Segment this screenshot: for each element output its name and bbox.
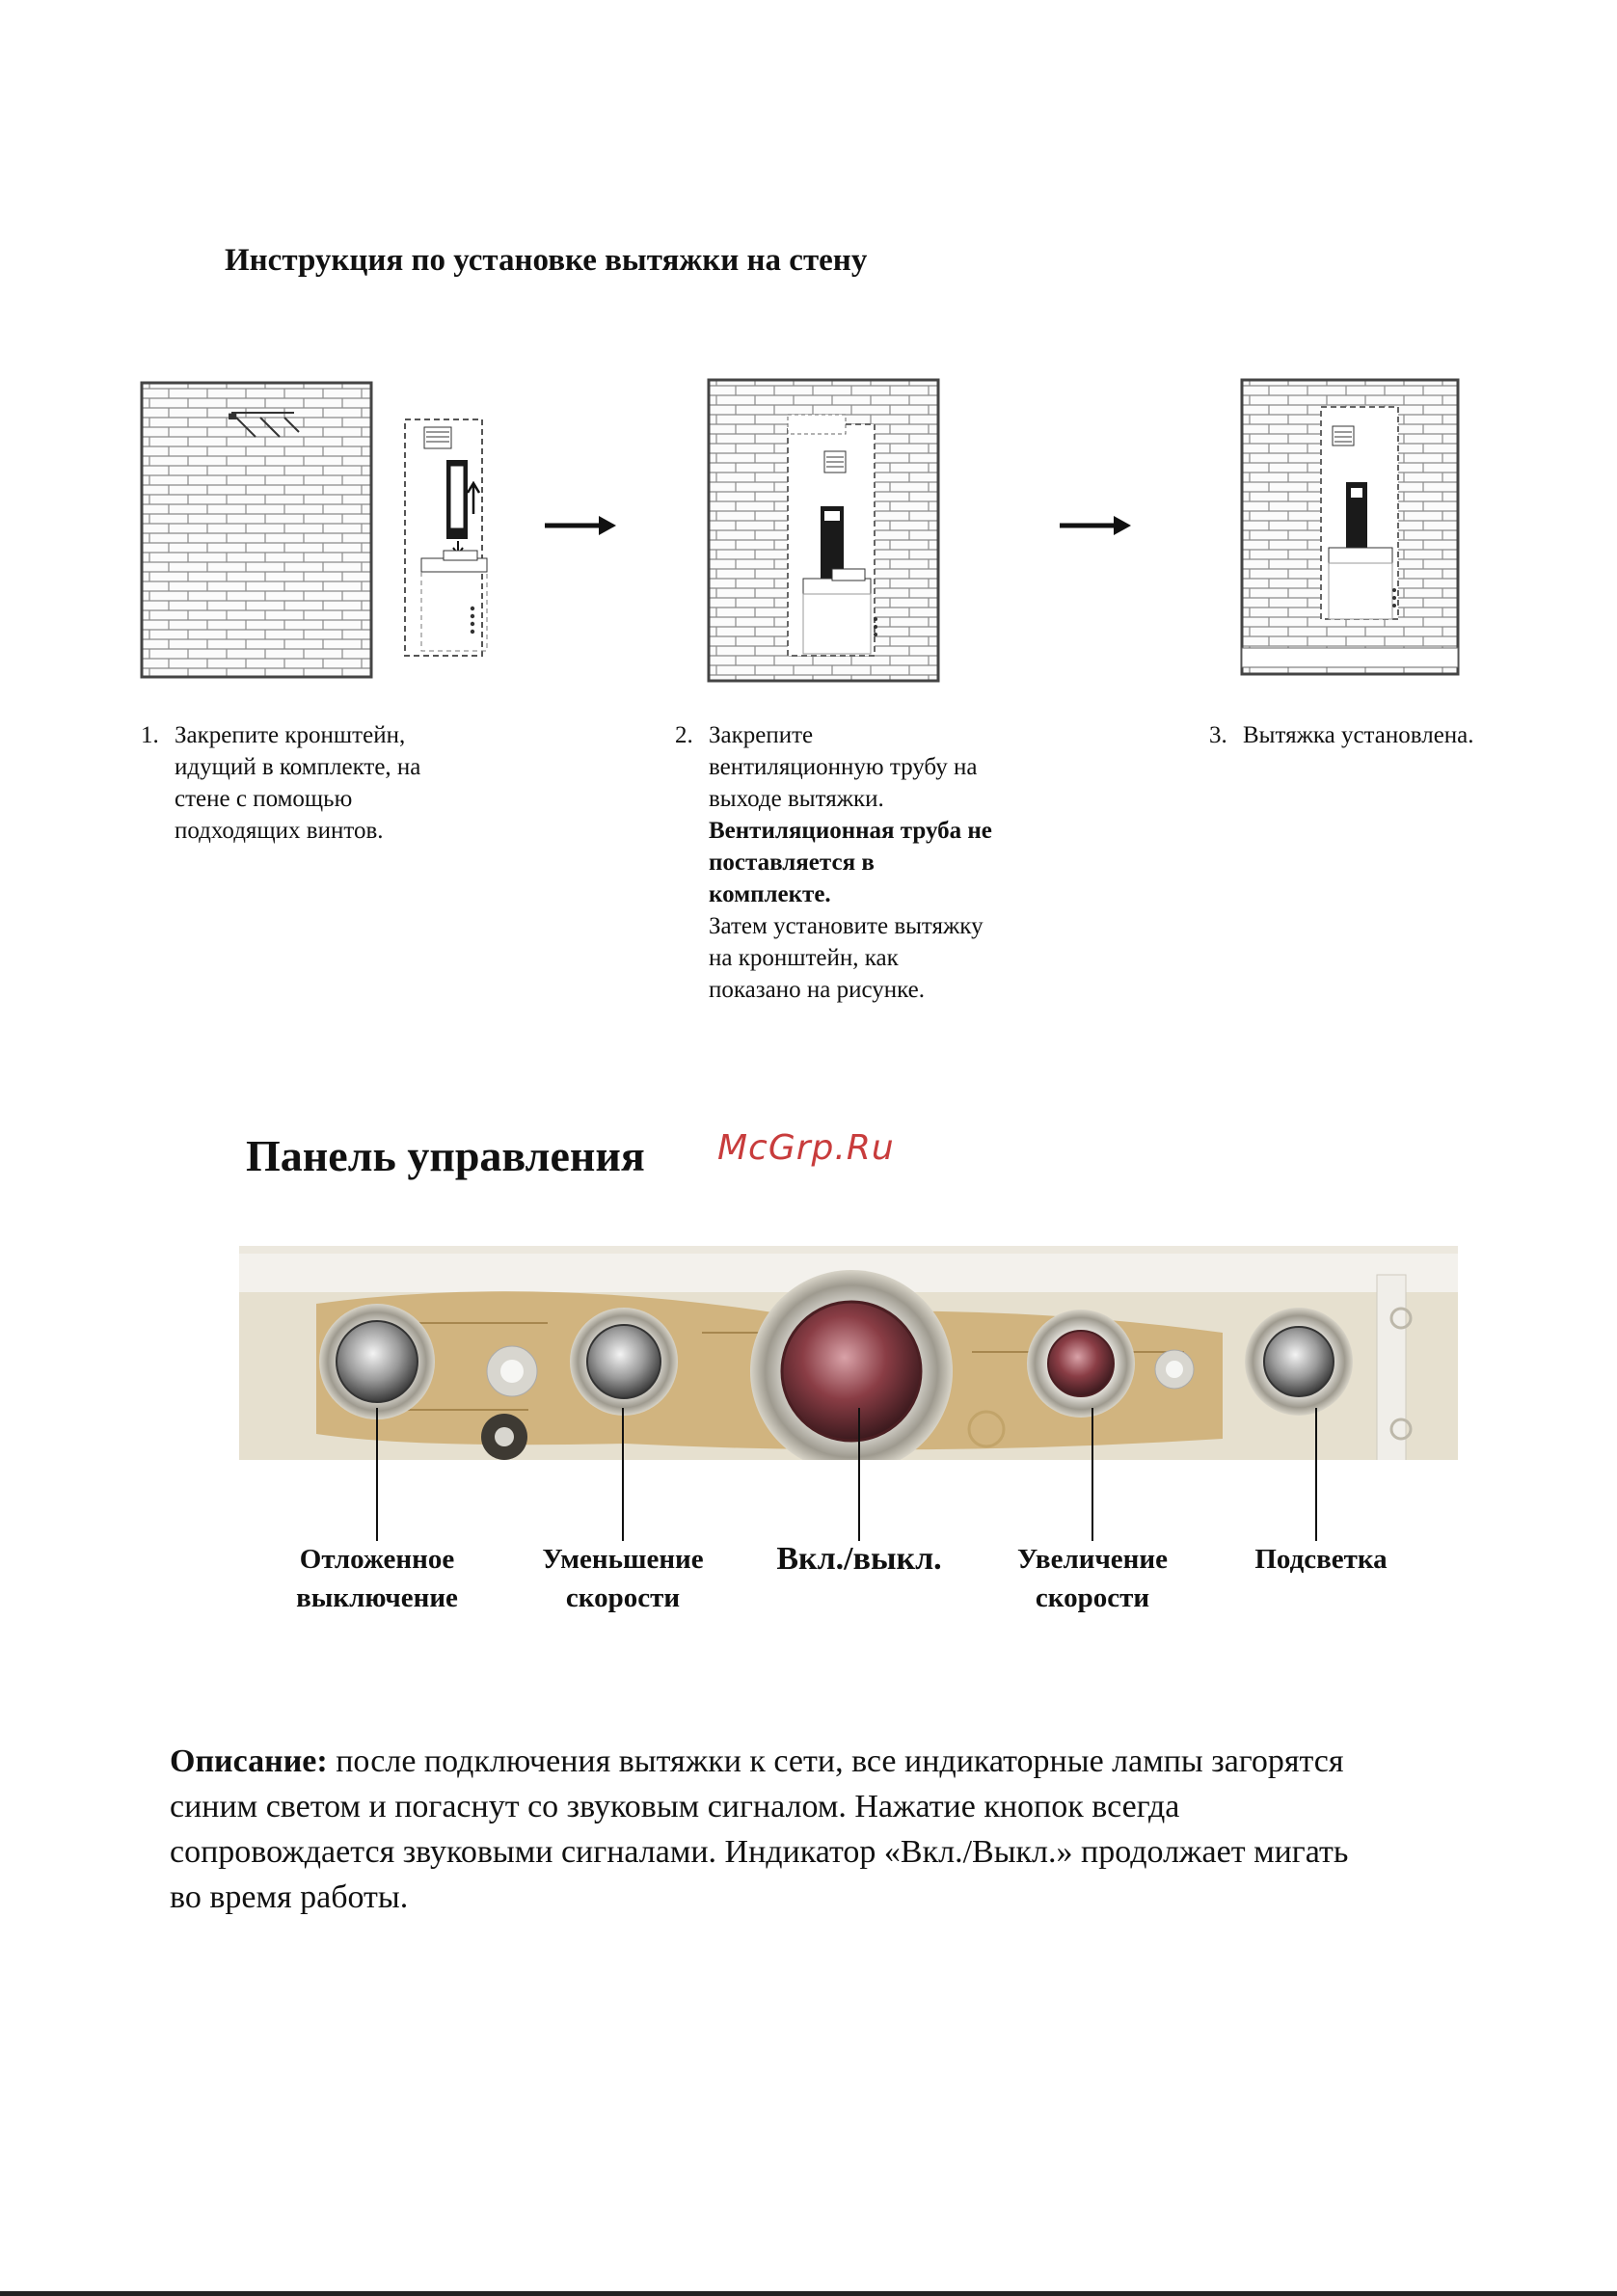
step-line: Закрепите кронштейн, xyxy=(175,722,406,748)
watermark: McGrp.Ru xyxy=(717,1128,895,1168)
description-label: Описание: xyxy=(170,1743,328,1779)
description-text: сопровождается звуковыми сигналами. Индикатор «Вкл./Выкл.» продолжает мигать xyxy=(170,1834,1349,1870)
label-power: Вкл./выкл. xyxy=(776,1541,942,1577)
step-warning-line: Вентиляционная труба не xyxy=(709,818,992,844)
timer-knob[interactable] xyxy=(319,1304,435,1419)
step-line: Затем установите вытяжку xyxy=(709,913,984,939)
step-1 xyxy=(141,719,565,854)
step-number: 2. xyxy=(675,722,693,748)
description-text: синим светом и погаснут со звуковым сигналом. Нажатие кнопок всегда xyxy=(170,1789,1180,1824)
step-3 xyxy=(1209,719,1595,758)
step-line: на кронштейн, как xyxy=(709,945,899,971)
label-light: Подсветка xyxy=(1254,1544,1388,1575)
step-line: подходящих винтов. xyxy=(175,818,384,844)
step-number: 1. xyxy=(141,722,159,748)
speed-up-knob[interactable] xyxy=(1027,1310,1135,1418)
step-number: 3. xyxy=(1209,722,1227,748)
indicator-lamp xyxy=(487,1346,537,1396)
label-speed-down: Уменьшение скорости xyxy=(542,1544,704,1613)
description-text: после подключения вытяжки к сети, все индикаторные лампы загорятся xyxy=(327,1743,1344,1779)
install-title: Инструкция по установке вытяжки на стену xyxy=(225,243,868,278)
figure-step-3 xyxy=(1240,376,1462,685)
step-warning-line: поставляется в xyxy=(709,850,875,876)
step-warning-line: комплекте. xyxy=(709,881,831,907)
step-line: Вытяжка установлена. xyxy=(1243,722,1474,748)
description-text: во время работы. xyxy=(170,1879,409,1915)
callout-lines xyxy=(0,1408,1617,1553)
step-2 xyxy=(675,719,1099,1018)
step-line: вентиляционную трубу на xyxy=(709,754,978,780)
label-timer: Отложенное выключение xyxy=(296,1544,458,1613)
figure-step-1 xyxy=(140,379,526,688)
step-line: идущий в комплекте, на xyxy=(175,754,421,780)
step-line: стене с помощью xyxy=(175,786,353,812)
figure-step-2 xyxy=(707,376,943,685)
page-bottom-rule xyxy=(0,2291,1617,2296)
label-speed-up: Увеличение скорости xyxy=(1017,1544,1168,1613)
arrow-right-icon-2 xyxy=(1058,511,1135,540)
svg-text:≡: ≡ xyxy=(229,412,237,422)
light-knob[interactable] xyxy=(1245,1308,1353,1416)
indicator-lamp-2 xyxy=(1155,1350,1194,1389)
step-line: показано на рисунке. xyxy=(709,977,925,1003)
step-line: выходе вытяжки. xyxy=(709,786,884,812)
speed-down-knob[interactable] xyxy=(570,1308,678,1416)
arrow-right-icon xyxy=(543,511,620,540)
description xyxy=(170,1739,1481,1920)
step-line: Закрепите xyxy=(709,722,814,748)
panel-title: Панель управления xyxy=(246,1131,645,1180)
